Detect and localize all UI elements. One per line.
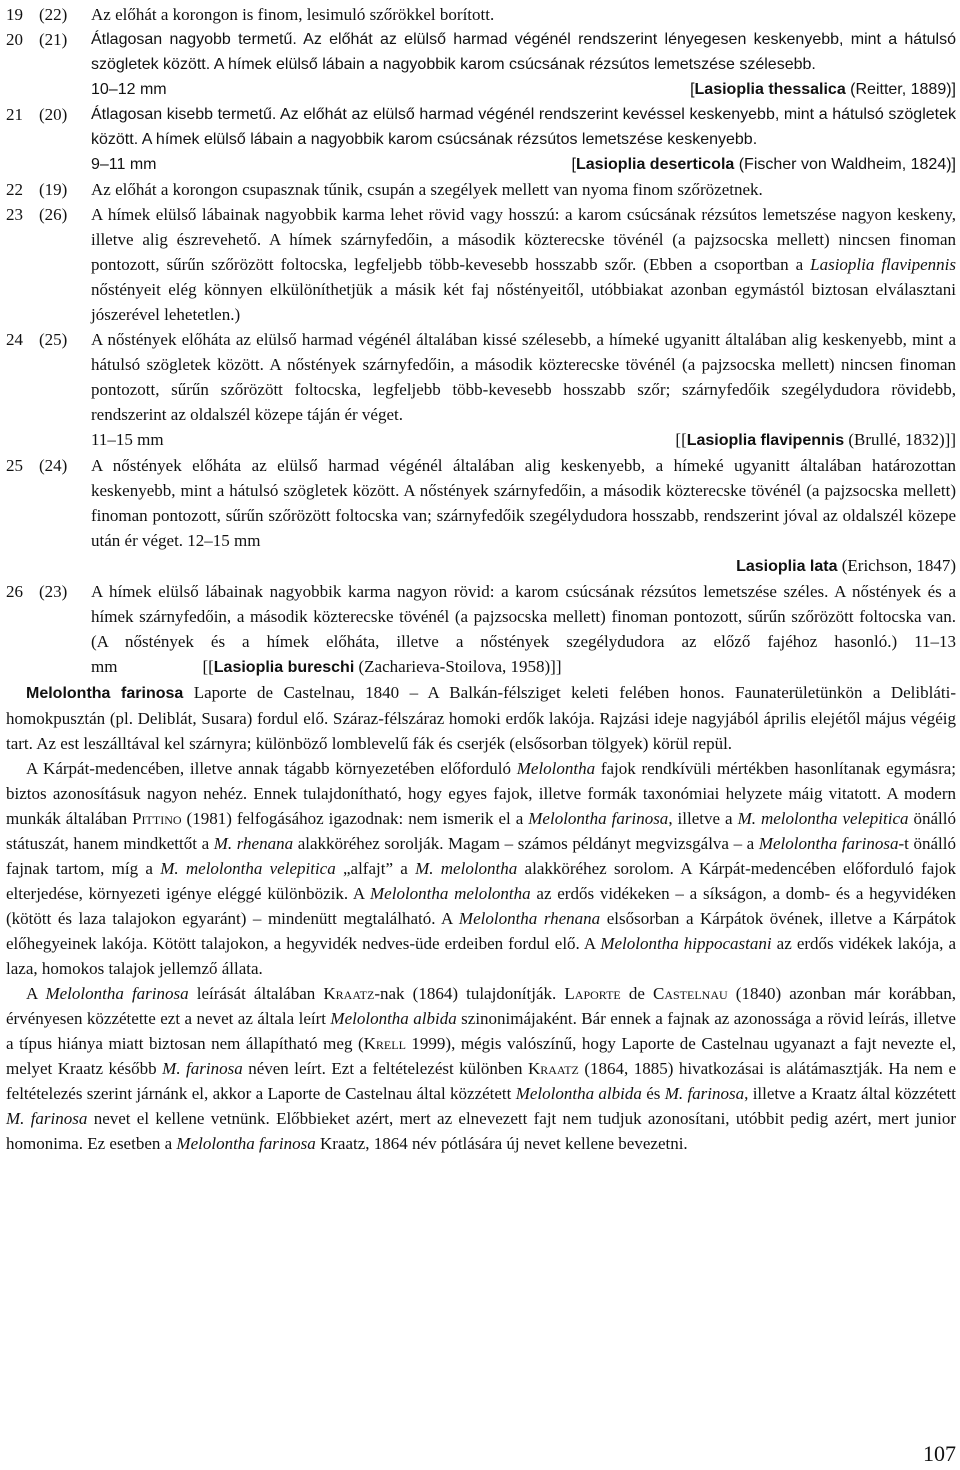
italic-name: M. farinosa: [664, 1084, 745, 1103]
couplet-number: 21: [6, 105, 23, 124]
author-smallcaps: Castelnau: [653, 984, 728, 1003]
italic-name: M. farinosa: [6, 1109, 88, 1128]
text: elsősorban a Kárpátok övének, illetve a Kárpátok előhegyeinek lakója. Kötött talajokon, a hegyvidék nedves-üde erdeiben fordul elő. A: [6, 909, 956, 953]
couplet-reference: (24): [39, 456, 68, 475]
author-smallcaps: Laporte: [564, 984, 621, 1003]
couplet-text: Átlagosan kisebb termetű. Az előhát az elülső harmad végénél rendszerint kevéssel keskenyebb, mint a hátulsó szögletek között. A hímek elülső lábain a nagyobbik karom csúcsának rézsútos lemetszése keskenyebb.: [91, 106, 956, 148]
italic-name: Melolontha farinosa: [758, 834, 899, 853]
author-smallcaps: Pittino: [132, 809, 182, 828]
italic-name: Melolontha farinosa: [176, 1134, 316, 1153]
author-smallcaps: Kraatz: [527, 1059, 579, 1078]
italic-name: M. melolontha velepitica: [160, 859, 336, 878]
bracket: [[: [202, 657, 214, 676]
couplet-number: 20: [6, 30, 23, 49]
italic-name: Melolontha melolontha: [370, 884, 531, 903]
couplet-text: A hímek elülső lábainak nagyobbik karma lehet rövid vagy hosszú: a karom csúcsának rézsútos lemetszése nagyon keskeny, illetve alig észrevehető. A hímek szárnyfedőin, a második közterecske tövénél (a pajzsocska mellett) nincsen finoman pontozott, sűrűn szőrözött foltocska, legfeljebb több-kevesebb hosszabb szőr. (Ebben a csoportban a: [91, 205, 956, 274]
key-couplet-26: [6, 579, 956, 680]
body-size: 9–11 mm: [91, 156, 157, 173]
couplet-text: A hímek elülső lábainak nagyobbik karma nagyon rövid: a karom csúcsának rézsútos lemetszése széles. A nőstények és a hímek szárnyfedőin, a második közterecske tövénél (a pajzsocska mellett) finoman pontozott, sűrűn szőrözött foltocska van. (A nőstények és a hímek előháta, illetve a nőstények szegélydudora az előző fajéhoz hasonló.) 11–13 mm: [91, 582, 956, 676]
couplet-text: Az előhát a korongon csupasznak tűnik, csupán a szegélyek mellett van nyoma finom szőrözetnek.: [91, 180, 763, 199]
text: alakköréhez sorolják. Magam – számos példányt megvizsgálva – a: [293, 834, 759, 853]
key-couplet-21: [6, 102, 956, 177]
italic-name: Melolontha albida: [515, 1084, 642, 1103]
species-name: Lasioplia thessalica: [694, 81, 846, 98]
species-italic: Lasioplia flavipennis: [810, 255, 956, 274]
text: -t önálló fajnak tartom, míg a: [6, 834, 956, 878]
text: Kraatz, 1864 név pótlására új nevet kellene bevezetni.: [315, 1134, 688, 1153]
text: -nak (1864) tulajdonítják.: [374, 984, 565, 1003]
text: néven leírt. Ezt a feltételezést különben: [242, 1059, 528, 1078]
body-paragraph-2: [6, 756, 956, 981]
italic-name: Melolontha farinosa: [528, 809, 669, 828]
text: szinonimájaként. Bár ennek a fajnak az azonossága a rövid leírás, illetve a típus hiánya miatt biztosan nem állapítható meg (: [6, 1009, 956, 1053]
text: (1840) azonban már korábban, érvényesen közzétette ezt a nevet az általa leírt: [6, 984, 956, 1028]
couplet-text: Az előhát a korongon is finom, lesimuló szőrökkel borított.: [91, 5, 495, 24]
bracket: [: [571, 156, 576, 173]
italic-name: M. rhenana: [213, 834, 294, 853]
key-couplet-19: [6, 2, 956, 27]
couplet-result: [91, 152, 956, 177]
page-number: 107: [923, 1441, 956, 1466]
italic-name: M. melolontha velepitica: [737, 809, 909, 828]
text: önálló státuszát, hanem mindkettőt a: [6, 809, 956, 853]
bracket: [: [690, 81, 695, 98]
couplet-reference: (20): [39, 105, 68, 124]
species-author: (Erichson, 1847): [837, 556, 956, 575]
couplet-reference: (26): [39, 205, 68, 224]
species-author: (Brullé, 1832)]]: [844, 430, 956, 449]
couplet-number: 19: [6, 5, 23, 24]
italic-name: M. melolontha: [415, 859, 518, 878]
text: és: [641, 1084, 665, 1103]
body-size: 11–15 mm: [91, 430, 164, 449]
species-name: Lasioplia lata: [736, 558, 838, 575]
couplet-result: [91, 553, 956, 579]
text: , illetve a Kraatz által közzétett: [744, 1084, 956, 1103]
text: de: [620, 984, 653, 1003]
italic-name: Melolontha albida: [330, 1009, 457, 1028]
key-couplet-24: [6, 327, 956, 453]
species-heading: Melolontha farinosa: [26, 685, 184, 702]
couplet-number: 22: [6, 180, 23, 199]
text: leírását általában: [188, 984, 324, 1003]
key-couplet-23: [6, 202, 956, 327]
text: , illetve a: [668, 809, 738, 828]
author-smallcaps: Krell: [363, 1034, 406, 1053]
text: (1981) felfogásához igazodnak: nem ismerik el a: [181, 809, 529, 828]
species-author: (Reitter, 1889)]: [845, 81, 956, 98]
body-size: 10–12 mm: [91, 81, 167, 98]
couplet-reference: (25): [39, 330, 68, 349]
text: nevet el kellene vetnünk. Előbbieket azért, mert az elnevezett fajt nem tudjuk azonosítani, utóbbit pedig azért, mert junior homonima. Ez esetben a: [6, 1109, 956, 1153]
couplet-reference: (19): [39, 180, 68, 199]
body-paragraph-3: [6, 981, 956, 1156]
author-smallcaps: Kraatz: [323, 984, 375, 1003]
species-name: Lasioplia deserticola: [576, 156, 735, 173]
couplet-number: 24: [6, 330, 23, 349]
couplet-reference: (21): [39, 30, 68, 49]
couplet-text-cont: nőstényeit elég könnyen elkülöníthetjük a másik két faj nőstényeitől, utóbbiakat azonban egymástól biztosan elválasztani jószerével lehetetlen.): [91, 280, 956, 324]
species-author: (Fischer von Waldheim, 1824)]: [734, 156, 956, 173]
couplet-result: [91, 427, 956, 453]
couplet-number: 23: [6, 205, 23, 224]
couplet-number: 25: [6, 456, 23, 475]
italic-name: Melolontha: [516, 759, 596, 778]
species-paragraph: [6, 680, 956, 756]
species-name: Lasioplia flavipennis: [686, 432, 845, 449]
text: az erdős vidékek lakója, a laza, homokos talajok jellemző állata.: [6, 934, 956, 978]
text: fajok rendkívüli mértékben hasonlítanak egymásra; biztos azonosításuk nagyon nehéz. Ennek tulajdonítható, hogy egyes fajok, illetve formák taxonómiai helyzete máig vitatott. A modern munkák általában: [6, 759, 956, 828]
species-name: Lasioplia bureschi: [213, 659, 355, 676]
couplet-text: A nőstények előháta az elülső harmad végénél általában kissé szélesebb, a hímeké ugyanitt általában alig keskenyebb, mint a hátulsó szögletek között. A nőstények szárnyfedőin, a második közterecske tövénél (a pajzsocska mellett) nincsen finoman pontozott, sűrűn szőrözött foltocska, legfeljebb több-kevesebb hosszabb szőr; szárnyfedőik szegélydudora rövidebb, rendszerint az oldalszél közepe táján ér véget.: [91, 330, 956, 424]
species-author: (Zacharieva-Stoilova, 1958)]]: [354, 657, 562, 676]
couplet-text: A nőstények előháta az elülső harmad végénél általában alig keskenyebb, a hímeké ugyanitt általában határozottan keskenyebb, mint a hátulsó szögletek között. A nőstények szárnyfedőin, a második közterecske tövénél (a pajzsocska mellett) finoman pontozott, sűrűn szőrözött foltocska van; szárnyfedőik szegélydudora hosszabb, rendszerint jóval az oldalszél közepe után ér véget. 12–15 mm: [91, 456, 956, 550]
text: (1864, 1885) hivatkozásai is alátámasztják. Ha nem e feltételezés szerint járnánk el, akkor a Laporte de Castelnau által közzétett: [6, 1059, 956, 1103]
text: A Kárpát-medencében, illetve annak tágabb környezetében előforduló: [26, 759, 517, 778]
couplet-text: Átlagosan nagyobb termetű. Az előhát az elülső harmad végénél rendszerint lényegesen keskenyebb, mint a hátulsó szögletek között. A hímek elülső lábain a nagyobbik karom csúcsának rézsútos lemetszése szélesebb.: [91, 31, 956, 73]
key-couplet-25: [6, 453, 956, 579]
couplet-result: [91, 77, 956, 102]
italic-name: Melolontha hippocastani: [600, 934, 772, 953]
couplet-number: 26: [6, 582, 23, 601]
key-couplet-22: [6, 177, 956, 202]
paragraph-text: Laporte de Castelnau, 1840 – A Balkán-félsziget keleti felében honos. Faunaterületünkön a Delibláti-homokpusztán (pl. Deliblát, Susara) fordul elő. Száraz-félszáraz homoki erdők lakója. Rajzási ideje nagyjából április elejétől május végéig tart. Az est leszálltával kel szárnyra; különböző lomblevelű fák és cserjék (elsősorban tölgyek) körül repül.: [6, 683, 957, 753]
bracket: [[: [675, 430, 687, 449]
text: 1999), mégis valószínű, hogy Laporte de Castelnau ugyanazt a fajt nevezte el, melyet Kraatz később: [6, 1034, 956, 1078]
text: az erdős vidékeken – a síkságon, a domb- és a hegyvidéken (kötött és laza talajokon egyaránt) – mindenütt megtalálható. A: [6, 884, 956, 928]
italic-name: M. farinosa: [162, 1059, 243, 1078]
couplet-reference: (22): [39, 5, 68, 24]
couplet-reference: (23): [39, 582, 68, 601]
text: A: [26, 984, 46, 1003]
text: alakköréhez sorolom. A Kárpát-medencében előforduló fajok elterjedése, környezeti igénye eléggé különbözik. A: [6, 859, 957, 903]
italic-name: Melolontha farinosa: [45, 984, 189, 1003]
italic-name: Melolontha rhenana: [458, 909, 601, 928]
key-couplet-20: [6, 27, 956, 102]
text: „alfajt” a: [335, 859, 416, 878]
